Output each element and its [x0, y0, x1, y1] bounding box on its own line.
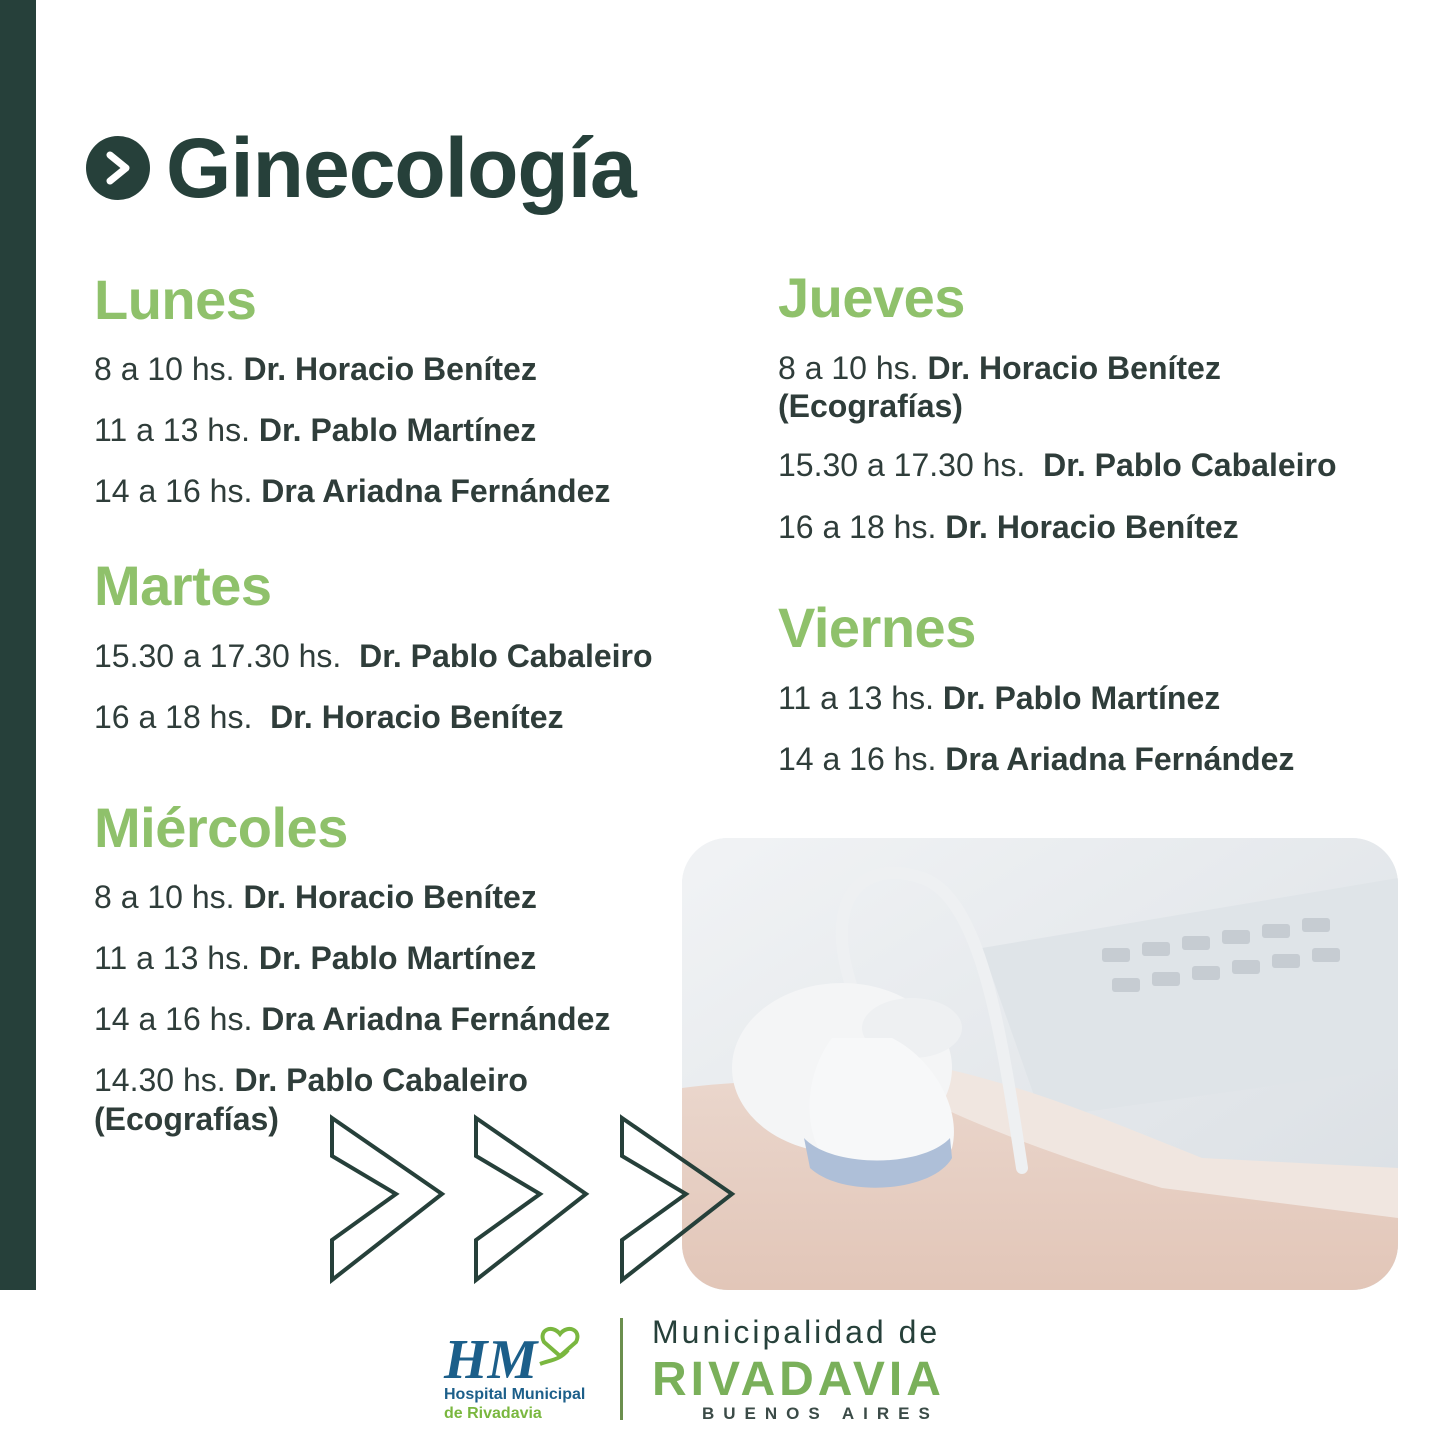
entry-doctor: Dr. Pablo Martínez — [942, 680, 1221, 716]
entry-time: 11 a 13 hs. — [778, 680, 934, 716]
schedule-entry — [94, 350, 537, 388]
entry-doctor: Dra Ariadna Fernández — [945, 741, 1295, 777]
entry-doctor: Dr. Horacio Benítez — [243, 879, 537, 915]
entry-doctor: Dr. Pablo Cabaleiro — [1043, 447, 1337, 483]
entry-time: 8 a 10 hs. — [94, 351, 235, 387]
schedule-entry — [94, 1061, 528, 1099]
schedule-entry — [94, 698, 564, 736]
municipality-province: BUENOS AIRES — [702, 1404, 939, 1423]
entry-time: 16 a 18 hs. — [94, 699, 253, 735]
municipality-name: RIVADAVIA — [652, 1353, 945, 1406]
schedule-entry — [94, 939, 536, 977]
entry-time: 15.30 a 17.30 hs. — [778, 447, 1026, 483]
entry-note: (Ecografías) — [94, 1101, 279, 1137]
entry-time: 15.30 a 17.30 hs. — [94, 638, 342, 674]
schedule-entry — [94, 472, 610, 510]
page-title: Ginecología — [166, 121, 636, 215]
heart-logo-icon — [543, 1329, 578, 1356]
schedule-entry — [778, 679, 1220, 717]
schedule-entry — [778, 446, 1337, 484]
chevron-right-circle-icon — [86, 136, 150, 200]
entry-time: 8 a 10 hs. — [778, 350, 919, 386]
schedule-entry — [94, 637, 653, 675]
schedule-entry — [94, 411, 536, 449]
entry-doctor: Dr. Horacio Benítez — [270, 699, 564, 735]
day-heading-martes: Martes — [94, 554, 272, 617]
entry-doctor: Dra Ariadna Fernández — [261, 1001, 611, 1037]
entry-time: 16 a 18 hs. — [778, 509, 937, 545]
entry-doctor: Dr. Pablo Cabaleiro — [359, 638, 653, 674]
ultrasound-photo — [682, 838, 1398, 1290]
entry-doctor: Dr. Horacio Benítez — [243, 351, 537, 387]
entry-doctor: Dra Ariadna Fernández — [261, 473, 611, 509]
entry-time: 14 a 16 hs. — [778, 741, 937, 777]
schedule-entry — [94, 1000, 610, 1038]
entry-doctor: Dr. Pablo Martínez — [258, 412, 537, 448]
left-accent-bar — [0, 0, 36, 1290]
footer-divider — [620, 1318, 623, 1420]
entry-note: (Ecografías) — [778, 388, 963, 424]
entry-doctor: Dr. Pablo Cabaleiro — [234, 1062, 528, 1098]
entry-doctor: Dr. Horacio Benítez — [927, 350, 1221, 386]
schedule-entry — [778, 508, 1239, 546]
entry-time: 11 a 13 hs. — [94, 940, 250, 976]
entry-time: 14 a 16 hs. — [94, 1001, 253, 1037]
entry-doctor: Dr. Pablo Martínez — [258, 940, 537, 976]
day-heading-lunes: Lunes — [94, 268, 257, 331]
entry-time: 14.30 hs. — [94, 1062, 226, 1098]
schedule-entry — [94, 878, 537, 916]
hospital-name-line2: de Rivadavia — [444, 1405, 542, 1422]
entry-time: 8 a 10 hs. — [94, 879, 235, 915]
day-heading-miercoles: Miércoles — [94, 796, 348, 859]
hospital-initials: HM — [444, 1329, 538, 1391]
header — [86, 118, 636, 218]
entry-time: 14 a 16 hs. — [94, 473, 253, 509]
municipality-line1: Municipalidad de — [652, 1314, 941, 1350]
entry-time: 11 a 13 hs. — [94, 412, 250, 448]
chevron-arrows-decoration — [326, 1112, 746, 1288]
schedule-entry — [778, 740, 1294, 778]
hospital-name-line1: Hospital Municipal — [444, 1386, 586, 1403]
day-heading-viernes: Viernes — [778, 596, 976, 659]
day-heading-jueves: Jueves — [778, 266, 965, 329]
schedule-entry — [778, 349, 1221, 387]
entry-doctor: Dr. Horacio Benítez — [945, 509, 1239, 545]
